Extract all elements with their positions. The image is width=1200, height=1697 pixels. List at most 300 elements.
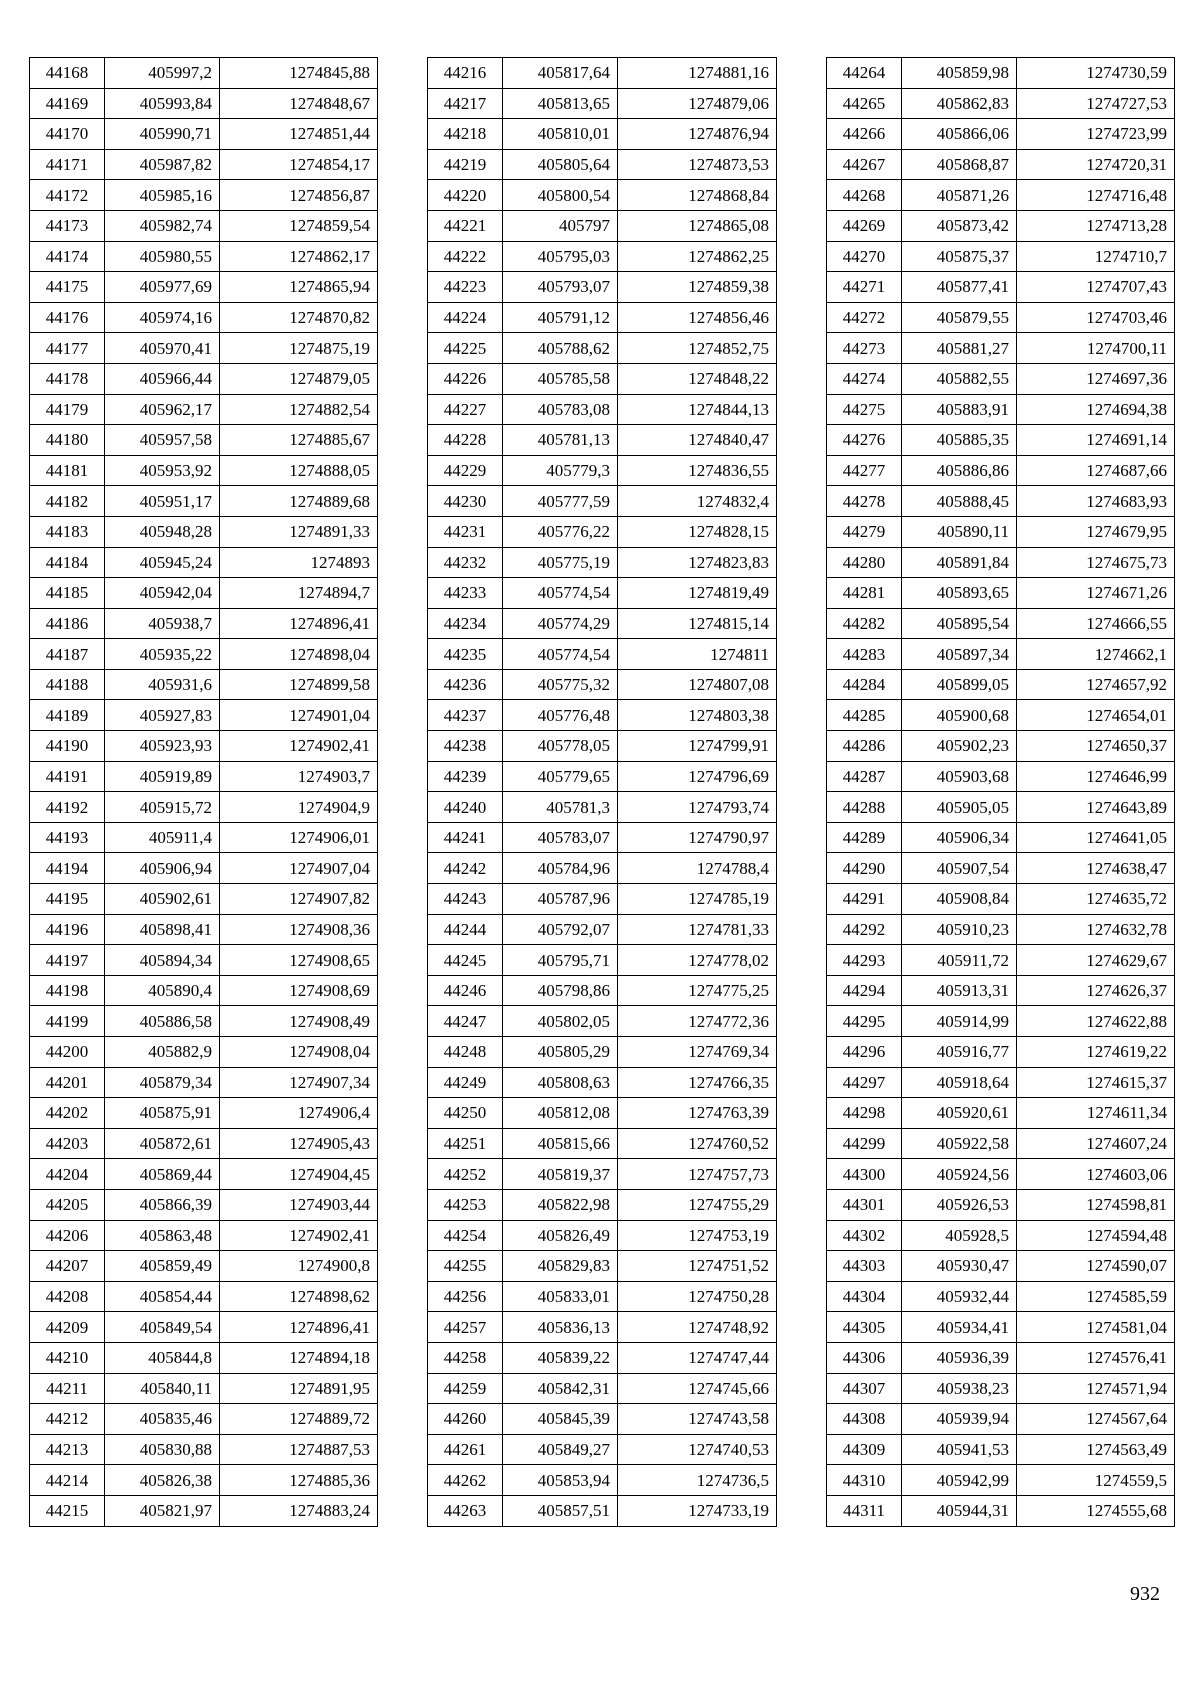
table-row — [30, 119, 378, 150]
table-row — [30, 822, 378, 853]
point-number: 44185 — [30, 578, 105, 609]
table-row — [827, 1465, 1175, 1496]
table-row — [428, 1404, 777, 1435]
table-row — [428, 914, 777, 945]
x-coordinate: 405987,82 — [105, 149, 220, 180]
table-row — [30, 1312, 378, 1343]
point-number: 44219 — [428, 149, 503, 180]
point-number: 44307 — [827, 1373, 902, 1404]
x-coordinate: 405895,54 — [902, 608, 1017, 639]
y-coordinate: 1274635,72 — [1017, 884, 1175, 915]
point-number: 44285 — [827, 700, 902, 731]
point-number: 44267 — [827, 149, 902, 180]
table-row — [30, 731, 378, 762]
x-coordinate: 405866,39 — [105, 1189, 220, 1220]
table-row — [30, 210, 378, 241]
y-coordinate: 1274894,7 — [220, 578, 378, 609]
point-number: 44266 — [827, 119, 902, 150]
y-coordinate: 1274781,33 — [618, 914, 777, 945]
y-coordinate: 1274893 — [220, 547, 378, 578]
x-coordinate: 405792,07 — [503, 914, 618, 945]
table-row — [428, 210, 777, 241]
point-number: 44189 — [30, 700, 105, 731]
x-coordinate: 405866,06 — [902, 119, 1017, 150]
x-coordinate: 405930,47 — [902, 1251, 1017, 1282]
x-coordinate: 405962,17 — [105, 394, 220, 425]
y-coordinate: 1274747,44 — [618, 1342, 777, 1373]
y-coordinate: 1274638,47 — [1017, 853, 1175, 884]
point-number: 44289 — [827, 822, 902, 853]
x-coordinate: 405948,28 — [105, 516, 220, 547]
x-coordinate: 405779,65 — [503, 761, 618, 792]
point-number: 44254 — [428, 1220, 503, 1251]
table-row — [30, 639, 378, 670]
coordinates-table-2 — [427, 57, 777, 1527]
point-number: 44239 — [428, 761, 503, 792]
point-number: 44294 — [827, 975, 902, 1006]
x-coordinate: 405891,84 — [902, 547, 1017, 578]
y-coordinate: 1274868,84 — [618, 180, 777, 211]
x-coordinate: 405797 — [503, 210, 618, 241]
point-number: 44265 — [827, 88, 902, 119]
x-coordinate: 405885,35 — [902, 425, 1017, 456]
point-number: 44211 — [30, 1373, 105, 1404]
table-row — [30, 1159, 378, 1190]
y-coordinate: 1274757,73 — [618, 1159, 777, 1190]
x-coordinate: 405977,69 — [105, 272, 220, 303]
x-coordinate: 405844,8 — [105, 1342, 220, 1373]
table-row — [30, 884, 378, 915]
y-coordinate: 1274743,58 — [618, 1404, 777, 1435]
y-coordinate: 1274852,75 — [618, 333, 777, 364]
table-row — [30, 272, 378, 303]
x-coordinate: 405945,24 — [105, 547, 220, 578]
y-coordinate: 1274675,73 — [1017, 547, 1175, 578]
y-coordinate: 1274882,54 — [220, 394, 378, 425]
x-coordinate: 405835,46 — [105, 1404, 220, 1435]
x-coordinate: 405833,01 — [503, 1281, 618, 1312]
y-coordinate: 1274720,31 — [1017, 149, 1175, 180]
y-coordinate: 1274611,34 — [1017, 1098, 1175, 1129]
x-coordinate: 405922,58 — [902, 1128, 1017, 1159]
y-coordinate: 1274643,89 — [1017, 792, 1175, 823]
point-number: 44171 — [30, 149, 105, 180]
table-row — [428, 58, 777, 89]
y-coordinate: 1274898,62 — [220, 1281, 378, 1312]
y-coordinate: 1274889,68 — [220, 486, 378, 517]
point-number: 44284 — [827, 669, 902, 700]
table-row — [30, 88, 378, 119]
table-row — [30, 761, 378, 792]
y-coordinate: 1274646,99 — [1017, 761, 1175, 792]
point-number: 44229 — [428, 455, 503, 486]
y-coordinate: 1274840,47 — [618, 425, 777, 456]
table-row — [428, 1434, 777, 1465]
point-number: 44200 — [30, 1037, 105, 1068]
point-number: 44293 — [827, 945, 902, 976]
table-row — [827, 425, 1175, 456]
x-coordinate: 405980,55 — [105, 241, 220, 272]
y-coordinate: 1274619,22 — [1017, 1037, 1175, 1068]
y-coordinate: 1274856,87 — [220, 180, 378, 211]
y-coordinate: 1274691,14 — [1017, 425, 1175, 456]
point-number: 44309 — [827, 1434, 902, 1465]
y-coordinate: 1274790,97 — [618, 822, 777, 853]
y-coordinate: 1274657,92 — [1017, 669, 1175, 700]
x-coordinate: 405805,29 — [503, 1037, 618, 1068]
point-number: 44288 — [827, 792, 902, 823]
x-coordinate: 405839,22 — [503, 1342, 618, 1373]
x-coordinate: 405849,27 — [503, 1434, 618, 1465]
x-coordinate: 405898,41 — [105, 914, 220, 945]
x-coordinate: 405783,08 — [503, 394, 618, 425]
y-coordinate: 1274662,1 — [1017, 639, 1175, 670]
x-coordinate: 405970,41 — [105, 333, 220, 364]
table-row — [30, 1220, 378, 1251]
table-row — [30, 1404, 378, 1435]
y-coordinate: 1274559,5 — [1017, 1465, 1175, 1496]
y-coordinate: 1274875,19 — [220, 333, 378, 364]
table-row — [827, 761, 1175, 792]
x-coordinate: 405942,99 — [902, 1465, 1017, 1496]
y-coordinate: 1274766,35 — [618, 1067, 777, 1098]
table-row — [30, 792, 378, 823]
y-coordinate: 1274896,41 — [220, 1312, 378, 1343]
y-coordinate: 1274885,36 — [220, 1465, 378, 1496]
table-row — [827, 945, 1175, 976]
table-row — [827, 241, 1175, 272]
x-coordinate: 405906,94 — [105, 853, 220, 884]
table-row — [428, 1037, 777, 1068]
table-row — [827, 1128, 1175, 1159]
point-number: 44252 — [428, 1159, 503, 1190]
y-coordinate: 1274908,49 — [220, 1006, 378, 1037]
x-coordinate: 405798,86 — [503, 975, 618, 1006]
point-number: 44192 — [30, 792, 105, 823]
y-coordinate: 1274885,67 — [220, 425, 378, 456]
y-coordinate: 1274904,45 — [220, 1159, 378, 1190]
table-row — [30, 486, 378, 517]
point-number: 44208 — [30, 1281, 105, 1312]
point-number: 44183 — [30, 516, 105, 547]
point-number: 44181 — [30, 455, 105, 486]
y-coordinate: 1274898,04 — [220, 639, 378, 670]
table-row — [428, 1373, 777, 1404]
x-coordinate: 405875,91 — [105, 1098, 220, 1129]
x-coordinate: 405819,37 — [503, 1159, 618, 1190]
y-coordinate: 1274881,16 — [618, 58, 777, 89]
table-row — [827, 547, 1175, 578]
y-coordinate: 1274626,37 — [1017, 975, 1175, 1006]
table-row — [827, 486, 1175, 517]
point-number: 44242 — [428, 853, 503, 884]
point-number: 44271 — [827, 272, 902, 303]
table-row — [30, 1281, 378, 1312]
y-coordinate: 1274796,69 — [618, 761, 777, 792]
x-coordinate: 405886,86 — [902, 455, 1017, 486]
y-coordinate: 1274888,05 — [220, 455, 378, 486]
table-row — [428, 302, 777, 333]
table-row — [428, 761, 777, 792]
y-coordinate: 1274615,37 — [1017, 1067, 1175, 1098]
table-row — [30, 669, 378, 700]
y-coordinate: 1274594,48 — [1017, 1220, 1175, 1251]
table-row — [30, 149, 378, 180]
point-number: 44204 — [30, 1159, 105, 1190]
x-coordinate: 405931,6 — [105, 669, 220, 700]
y-coordinate: 1274907,34 — [220, 1067, 378, 1098]
point-number: 44248 — [428, 1037, 503, 1068]
table-row — [827, 1373, 1175, 1404]
x-coordinate: 405894,34 — [105, 945, 220, 976]
table-row — [827, 394, 1175, 425]
y-coordinate: 1274903,7 — [220, 761, 378, 792]
point-number: 44244 — [428, 914, 503, 945]
table-row — [428, 822, 777, 853]
x-coordinate: 405795,03 — [503, 241, 618, 272]
coordinates-table-3 — [826, 57, 1175, 1527]
point-number: 44223 — [428, 272, 503, 303]
x-coordinate: 405836,13 — [503, 1312, 618, 1343]
point-number: 44272 — [827, 302, 902, 333]
point-number: 44253 — [428, 1189, 503, 1220]
point-number: 44292 — [827, 914, 902, 945]
y-coordinate: 1274859,54 — [220, 210, 378, 241]
table-row — [827, 1342, 1175, 1373]
point-number: 44217 — [428, 88, 503, 119]
y-coordinate: 1274854,17 — [220, 149, 378, 180]
point-number: 44268 — [827, 180, 902, 211]
y-coordinate: 1274828,15 — [618, 516, 777, 547]
table-row — [30, 58, 378, 89]
x-coordinate: 405826,38 — [105, 1465, 220, 1496]
y-coordinate: 1274650,37 — [1017, 731, 1175, 762]
x-coordinate: 405883,91 — [902, 394, 1017, 425]
x-coordinate: 405879,55 — [902, 302, 1017, 333]
x-coordinate: 405781,3 — [503, 792, 618, 823]
point-number: 44201 — [30, 1067, 105, 1098]
x-coordinate: 405802,05 — [503, 1006, 618, 1037]
x-coordinate: 405938,7 — [105, 608, 220, 639]
point-number: 44190 — [30, 731, 105, 762]
y-coordinate: 1274902,41 — [220, 731, 378, 762]
point-number: 44280 — [827, 547, 902, 578]
point-number: 44283 — [827, 639, 902, 670]
x-coordinate: 405791,12 — [503, 302, 618, 333]
point-number: 44275 — [827, 394, 902, 425]
x-coordinate: 405928,5 — [902, 1220, 1017, 1251]
x-coordinate: 405957,58 — [105, 425, 220, 456]
y-coordinate: 1274727,53 — [1017, 88, 1175, 119]
y-coordinate: 1274590,07 — [1017, 1251, 1175, 1282]
point-number: 44205 — [30, 1189, 105, 1220]
table-row — [827, 792, 1175, 823]
table-row — [428, 88, 777, 119]
point-number: 44276 — [827, 425, 902, 456]
y-coordinate: 1274848,22 — [618, 363, 777, 394]
y-coordinate: 1274671,26 — [1017, 578, 1175, 609]
point-number: 44261 — [428, 1434, 503, 1465]
x-coordinate: 405774,54 — [503, 639, 618, 670]
point-number: 44184 — [30, 547, 105, 578]
point-number: 44209 — [30, 1312, 105, 1343]
x-coordinate: 405888,45 — [902, 486, 1017, 517]
x-coordinate: 405982,74 — [105, 210, 220, 241]
y-coordinate: 1274891,33 — [220, 516, 378, 547]
x-coordinate: 405938,23 — [902, 1373, 1017, 1404]
y-coordinate: 1274555,68 — [1017, 1495, 1175, 1526]
x-coordinate: 405902,23 — [902, 731, 1017, 762]
table-row — [827, 58, 1175, 89]
table-row — [827, 914, 1175, 945]
table-row — [428, 1495, 777, 1526]
x-coordinate: 405868,87 — [902, 149, 1017, 180]
x-coordinate: 405941,53 — [902, 1434, 1017, 1465]
point-number: 44236 — [428, 669, 503, 700]
x-coordinate: 405826,49 — [503, 1220, 618, 1251]
y-coordinate: 1274803,38 — [618, 700, 777, 731]
y-coordinate: 1274654,01 — [1017, 700, 1175, 731]
y-coordinate: 1274785,19 — [618, 884, 777, 915]
table-row — [428, 149, 777, 180]
table-row — [827, 455, 1175, 486]
table-row — [30, 1495, 378, 1526]
point-number: 44238 — [428, 731, 503, 762]
point-number: 44256 — [428, 1281, 503, 1312]
x-coordinate: 405795,71 — [503, 945, 618, 976]
x-coordinate: 405875,37 — [902, 241, 1017, 272]
y-coordinate: 1274666,55 — [1017, 608, 1175, 639]
point-number: 44270 — [827, 241, 902, 272]
table-row — [30, 455, 378, 486]
x-coordinate: 405886,58 — [105, 1006, 220, 1037]
point-number: 44175 — [30, 272, 105, 303]
x-coordinate: 405857,51 — [503, 1495, 618, 1526]
x-coordinate: 405810,01 — [503, 119, 618, 150]
y-coordinate: 1274902,41 — [220, 1220, 378, 1251]
x-coordinate: 405778,05 — [503, 731, 618, 762]
x-coordinate: 405877,41 — [902, 272, 1017, 303]
table-row — [428, 363, 777, 394]
point-number: 44203 — [30, 1128, 105, 1159]
y-coordinate: 1274896,41 — [220, 608, 378, 639]
table-row — [827, 88, 1175, 119]
point-number: 44195 — [30, 884, 105, 915]
x-coordinate: 405863,48 — [105, 1220, 220, 1251]
x-coordinate: 405849,54 — [105, 1312, 220, 1343]
table-row — [30, 914, 378, 945]
point-number: 44277 — [827, 455, 902, 486]
point-number: 44249 — [428, 1067, 503, 1098]
y-coordinate: 1274887,53 — [220, 1434, 378, 1465]
point-number: 44243 — [428, 884, 503, 915]
y-coordinate: 1274585,59 — [1017, 1281, 1175, 1312]
table-row — [827, 1037, 1175, 1068]
table-row — [428, 547, 777, 578]
table-row — [428, 853, 777, 884]
x-coordinate: 405793,07 — [503, 272, 618, 303]
x-coordinate: 405882,9 — [105, 1037, 220, 1068]
x-coordinate: 405985,16 — [105, 180, 220, 211]
point-number: 44170 — [30, 119, 105, 150]
table-row — [428, 669, 777, 700]
point-number: 44273 — [827, 333, 902, 364]
y-coordinate: 1274710,7 — [1017, 241, 1175, 272]
y-coordinate: 1274753,19 — [618, 1220, 777, 1251]
point-number: 44207 — [30, 1251, 105, 1282]
table-row — [428, 425, 777, 456]
point-number: 44281 — [827, 578, 902, 609]
point-number: 44196 — [30, 914, 105, 945]
y-coordinate: 1274723,99 — [1017, 119, 1175, 150]
x-coordinate: 405951,17 — [105, 486, 220, 517]
x-coordinate: 405873,42 — [902, 210, 1017, 241]
table-row — [30, 1067, 378, 1098]
x-coordinate: 405924,56 — [902, 1159, 1017, 1190]
point-number: 44231 — [428, 516, 503, 547]
point-number: 44279 — [827, 516, 902, 547]
y-coordinate: 1274760,52 — [618, 1128, 777, 1159]
table-row — [30, 547, 378, 578]
y-coordinate: 1274713,28 — [1017, 210, 1175, 241]
x-coordinate: 405990,71 — [105, 119, 220, 150]
y-coordinate: 1274563,49 — [1017, 1434, 1175, 1465]
point-number: 44220 — [428, 180, 503, 211]
x-coordinate: 405934,41 — [902, 1312, 1017, 1343]
y-coordinate: 1274772,36 — [618, 1006, 777, 1037]
point-number: 44282 — [827, 608, 902, 639]
point-number: 44212 — [30, 1404, 105, 1435]
table-row — [428, 731, 777, 762]
point-number: 44188 — [30, 669, 105, 700]
y-coordinate: 1274755,29 — [618, 1189, 777, 1220]
table-row — [827, 700, 1175, 731]
y-coordinate: 1274703,46 — [1017, 302, 1175, 333]
table-row — [30, 1434, 378, 1465]
table-row — [30, 180, 378, 211]
x-coordinate: 405939,94 — [902, 1404, 1017, 1435]
x-coordinate: 405862,83 — [902, 88, 1017, 119]
point-number: 44199 — [30, 1006, 105, 1037]
x-coordinate: 405890,4 — [105, 975, 220, 1006]
x-coordinate: 405913,31 — [902, 975, 1017, 1006]
x-coordinate: 405900,68 — [902, 700, 1017, 731]
x-coordinate: 405927,83 — [105, 700, 220, 731]
table-row — [428, 1251, 777, 1282]
table-row — [827, 975, 1175, 1006]
table-row — [428, 241, 777, 272]
table-row — [827, 210, 1175, 241]
x-coordinate: 405776,22 — [503, 516, 618, 547]
x-coordinate: 405812,08 — [503, 1098, 618, 1129]
point-number: 44298 — [827, 1098, 902, 1129]
x-coordinate: 405936,39 — [902, 1342, 1017, 1373]
y-coordinate: 1274836,55 — [618, 455, 777, 486]
x-coordinate: 405830,88 — [105, 1434, 220, 1465]
x-coordinate: 405953,92 — [105, 455, 220, 486]
point-number: 44304 — [827, 1281, 902, 1312]
table-row — [827, 578, 1175, 609]
table-row — [428, 1006, 777, 1037]
point-number: 44174 — [30, 241, 105, 272]
x-coordinate: 405935,22 — [105, 639, 220, 670]
table-row — [428, 608, 777, 639]
point-number: 44225 — [428, 333, 503, 364]
point-number: 44180 — [30, 425, 105, 456]
point-number: 44259 — [428, 1373, 503, 1404]
point-number: 44258 — [428, 1342, 503, 1373]
table-row — [30, 1373, 378, 1404]
